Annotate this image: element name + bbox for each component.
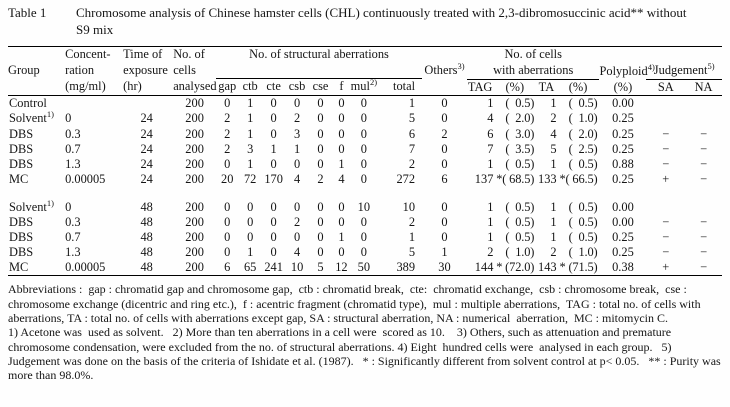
cell-na: [685, 96, 722, 112]
cell-cells-analysed: 200: [173, 260, 216, 276]
table-title-line1: Chromosome analysis of Chinese hamster cells (CHL) continuously treated with 2,3-dibromosuccinic acid** without: [76, 5, 687, 20]
cell-mul: 50: [351, 260, 378, 276]
cell-gap: 0: [224, 156, 231, 171]
cell-f: 0: [338, 199, 345, 214]
col-header-mul: mul$^{2)}$: [351, 79, 378, 96]
cell-concentration: 1.3: [65, 156, 81, 171]
cell-group: DBS: [9, 156, 34, 171]
cell-f: 4: [338, 171, 345, 186]
cell-others: 2: [441, 126, 448, 141]
cell-cse: 0: [317, 215, 324, 230]
cell-mul: 0: [360, 230, 367, 245]
cell-cte: 0: [270, 111, 277, 126]
cell-cse: 0: [317, 199, 324, 214]
chromosome-analysis-table: [8, 46, 722, 276]
cell-ta-pct: ( 2.5): [568, 141, 598, 156]
cell-mul: 0: [360, 111, 367, 126]
cell-group: DBS: [9, 126, 34, 141]
cell-total: 1: [408, 230, 416, 245]
cell-cse: 0: [317, 126, 324, 141]
cell-ta-pct: ( 0.5): [568, 156, 598, 171]
cell-ctb: 3: [247, 141, 254, 156]
table-row: [8, 230, 722, 245]
cell-concentration: 0.00005: [65, 260, 120, 276]
cell-ctb: 72: [243, 171, 257, 186]
col-header-tag: TAG: [467, 79, 494, 96]
cell-tag-pct: ( 3.0): [505, 126, 535, 141]
col-header-time-of-exposure: Time of exposure (hr): [120, 47, 173, 96]
cell-na: −: [700, 141, 708, 156]
col-header-cells-with-aberrations: No. of cells with aberrations: [467, 47, 600, 80]
cell-time: 24: [140, 111, 153, 126]
cell-total: 6: [408, 126, 416, 141]
cell-concentration: 0.3: [65, 215, 81, 230]
cell-gap: 0: [224, 230, 231, 245]
cell-others: 0: [441, 215, 448, 230]
col-header-polyploid: Polyploid$^{4)}$ (%): [599, 47, 646, 96]
cell-f: 1: [338, 156, 345, 171]
cell-cte: 0: [270, 215, 277, 230]
cell-tag-pct: ( 2.0): [505, 111, 535, 126]
cell-time: [120, 96, 173, 112]
cell-others: 30: [422, 260, 467, 276]
cell-csb: 3: [293, 126, 301, 141]
cell-group: DBS: [9, 245, 34, 260]
cell-cse: 5: [309, 260, 332, 276]
cell-others: 0: [441, 96, 448, 111]
cell-na: [685, 111, 722, 126]
cell-csb: 2: [293, 111, 301, 126]
cell-cte: 1: [270, 141, 277, 156]
cell-tag-pct: ( 0.5): [505, 215, 535, 230]
cell-mul: 0: [360, 171, 367, 186]
cell-cse: 0: [317, 141, 324, 156]
cell-na: −: [700, 156, 708, 171]
cell-sa: −: [662, 215, 670, 230]
cell-tag-pct: * (72.0): [493, 260, 536, 276]
cell-tag-pct: ( 3.5): [505, 141, 535, 156]
cell-cse: 0: [317, 230, 324, 245]
cell-gap: 2: [224, 111, 231, 126]
cell-concentration: 0.00005: [65, 171, 106, 186]
cell-csb: 0: [293, 230, 301, 245]
table-row: [8, 200, 722, 215]
cell-others: 0: [441, 199, 448, 214]
footnote-abbreviations: Abbreviations : gap : chromatid gap and chromosome gap, ctb : chromatid break, cte: chromatid exchange, csb : chromosome break, cse : chromosome exchange (dicentric and ring etc.), f : acentric fragment (chromatid type), mul : multiple aberrations, TAG : total no. of cells with aberrations, TA : total no. of cells with aberrations except gap, SA : structural aberration, NA : numerical aberration, MC : mitomycin C.: [8, 282, 704, 326]
cell-tag: 1: [487, 156, 494, 171]
cell-mul: 0: [360, 215, 367, 230]
cell-concentration: 0.3: [65, 126, 81, 141]
cell-csb: 0: [293, 96, 301, 111]
cell-ta: 133: [538, 171, 557, 186]
cell-time: 24: [140, 171, 153, 186]
cell-cte: 0: [270, 96, 277, 111]
cell-tag: 1: [487, 96, 494, 111]
cell-polyploid: 0.25: [612, 141, 634, 156]
table-row: [8, 215, 722, 230]
cell-tag: 4: [487, 111, 494, 126]
cell-sa: [646, 96, 685, 112]
cell-group: Solvent$^{1)}$: [9, 197, 54, 214]
cell-cte: 0: [270, 230, 277, 245]
cell-others: 0: [441, 156, 448, 171]
cell-tag-pct: ( 0.5): [505, 230, 535, 245]
cell-f: 0: [338, 141, 345, 156]
cell-time: 24: [140, 156, 153, 171]
col-header-gap: gap: [216, 79, 238, 96]
cell-tag-pct: ( 0.5): [505, 156, 535, 171]
cell-polyploid: 0.00: [612, 215, 634, 230]
cell-cse: 0: [317, 245, 324, 260]
cell-tag: 2: [487, 245, 494, 260]
cell-others: 0: [441, 141, 448, 156]
cell-csb: 4: [293, 245, 301, 260]
cell-gap: 0: [224, 245, 231, 260]
col-header-ta-percent: (%): [557, 79, 600, 96]
cell-others: 6: [441, 171, 448, 186]
cell-time: 48: [140, 245, 153, 260]
cell-tag-pct: ( 0.5): [505, 199, 535, 214]
cell-ta-pct: ( 1.0): [568, 111, 598, 126]
cell-ta: 2: [550, 245, 557, 260]
cell-ta-pct: * (71.5): [557, 260, 600, 276]
cell-cte: 0: [270, 199, 277, 214]
cell-tag: 1: [487, 199, 494, 214]
cell-total: 5: [408, 111, 416, 126]
cell-polyploid: 0.25: [612, 171, 634, 186]
cell-tag-pct: *( 68.5): [496, 171, 535, 186]
cell-csb: 0: [293, 156, 301, 171]
cell-na: −: [700, 126, 708, 141]
cell-mul: 0: [360, 245, 367, 260]
cell-na: −: [700, 230, 708, 245]
cell-csb: 1: [293, 141, 301, 156]
col-header-total: total: [377, 79, 422, 96]
cell-total: 5: [408, 245, 416, 260]
table-body: [8, 96, 722, 276]
cell-concentration: [65, 96, 120, 112]
cell-total: 389: [377, 260, 422, 276]
cell-others: 1: [441, 245, 448, 260]
cell-cte: 0: [270, 245, 277, 260]
cell-group: MC: [8, 260, 65, 276]
cell-polyploid: 0.25: [612, 245, 634, 260]
table-row: [8, 111, 722, 126]
cell-csb: 2: [293, 215, 301, 230]
col-header-csb: csb: [285, 79, 308, 96]
table-row: [8, 96, 722, 112]
cell-tag: 1: [487, 230, 494, 245]
cell-polyploid: 0.25: [612, 126, 634, 141]
cell-total: 272: [396, 171, 416, 186]
table-title-line2: S9 mix: [76, 21, 114, 37]
cell-gap: 2: [224, 126, 231, 141]
table-row: [8, 260, 722, 276]
cell-ctb: 0: [247, 215, 254, 230]
cell-ctb: 1: [247, 126, 254, 141]
cell-group: DBS: [9, 141, 34, 156]
col-header-f: f: [332, 79, 350, 96]
cell-sa: −: [662, 126, 670, 141]
cell-ta: 1: [550, 156, 557, 171]
table-title: [76, 5, 687, 38]
table-row: [8, 245, 722, 260]
cell-tag-pct: ( 0.5): [505, 96, 535, 111]
cell-tag: 7: [487, 141, 494, 156]
cell-cse: 0: [317, 156, 324, 171]
cell-polyploid: 0.25: [612, 111, 634, 126]
cell-mul: 0: [360, 156, 367, 171]
cell-f: 12: [332, 260, 350, 276]
cell-cse: 0: [317, 96, 324, 111]
cell-cte: 170: [264, 171, 283, 186]
col-header-cells-analysed: No. of cells analysed: [173, 47, 216, 96]
col-header-ctb: ctb: [238, 79, 261, 96]
table-header: [8, 47, 722, 96]
cell-ta-pct: ( 1.0): [568, 245, 598, 260]
cell-tag: 1: [487, 215, 494, 230]
cell-cte: 241: [262, 260, 285, 276]
cell-ta: 1: [550, 96, 557, 111]
cell-cells-analysed: 200: [185, 126, 204, 141]
cell-others: 0: [441, 230, 448, 245]
cell-csb: 0: [293, 199, 301, 214]
cell-sa: [646, 200, 685, 215]
cell-f: 0: [338, 126, 345, 141]
table-row: [8, 127, 722, 142]
col-header-na: NA: [685, 79, 722, 96]
cell-ctb: 0: [247, 199, 254, 214]
cell-time: 48: [140, 215, 153, 230]
cell-cse: 0: [317, 111, 324, 126]
cell-ta-pct: ( 0.5): [568, 199, 598, 214]
cell-cte: 0: [270, 126, 277, 141]
cell-polyploid: 0.88: [612, 156, 634, 171]
cell-group: DBS: [9, 230, 34, 245]
cell-total: 7: [408, 141, 416, 156]
cell-na: [685, 200, 722, 215]
cell-cse: 2: [317, 171, 324, 186]
cell-time: 48: [120, 260, 173, 276]
cell-concentration: 0.7: [65, 230, 81, 245]
table-row: [8, 172, 722, 187]
cell-concentration: 1.3: [65, 245, 81, 260]
cell-group: DBS: [9, 215, 34, 230]
cell-ta-pct: ( 0.5): [568, 230, 598, 245]
cell-gap: 6: [216, 260, 238, 276]
cell-csb: 10: [285, 260, 308, 276]
cell-ctb: 1: [247, 96, 254, 111]
cell-cells-analysed: 200: [185, 245, 204, 260]
cell-cells-analysed: 200: [185, 199, 204, 214]
cell-mul: 0: [360, 96, 367, 111]
cell-csb: 4: [293, 171, 301, 186]
cell-total: 2: [408, 156, 416, 171]
cell-sa: [646, 111, 685, 126]
col-header-structural-aberrations: No. of structural aberrations: [216, 47, 422, 79]
cell-f: 0: [338, 96, 345, 111]
cell-ta: 1: [550, 230, 557, 245]
cell-tag-pct: ( 1.0): [505, 245, 535, 260]
cell-group: Control: [9, 96, 47, 111]
col-header-cse: cse: [309, 79, 332, 96]
col-header-ta: TA: [536, 79, 556, 96]
cell-concentration: 0: [65, 199, 72, 214]
cell-f: 0: [338, 111, 345, 126]
col-header-sa: SA: [646, 79, 685, 96]
cell-others: 0: [441, 111, 448, 126]
cell-ctb: 65: [238, 260, 261, 276]
cell-gap: 0: [224, 96, 231, 111]
cell-polyploid: 0.25: [612, 230, 634, 245]
col-header-judgement: Judgement$^{5)}$: [646, 47, 722, 80]
header-row-1: [8, 47, 722, 79]
col-header-concentration: Concent- ration (mg/ml): [65, 47, 120, 96]
cell-gap: 20: [221, 171, 234, 186]
cell-tag: 144: [467, 260, 494, 276]
cell-cells-analysed: 200: [185, 156, 204, 171]
cell-f: 1: [338, 230, 345, 245]
cell-tag: 137: [474, 171, 494, 186]
cell-ta-pct: ( 2.0): [568, 126, 598, 141]
cell-ta: 1: [550, 215, 557, 230]
cell-ctb: 1: [247, 111, 254, 126]
cell-cells-analysed: 200: [185, 111, 204, 126]
cell-concentration: 0: [65, 111, 72, 126]
cell-tag: 6: [487, 126, 494, 141]
cell-sa: −: [662, 245, 670, 260]
cell-cells-analysed: 200: [185, 215, 204, 230]
cell-mul: 0: [360, 141, 367, 156]
cell-polyploid: 0.00: [612, 96, 634, 111]
cell-ctb: 0: [247, 230, 254, 245]
col-header-group: Group: [8, 47, 65, 96]
cell-f: 0: [338, 215, 345, 230]
cell-ta: 5: [550, 141, 557, 156]
cell-ctb: 1: [247, 156, 254, 171]
footnotes: [8, 282, 722, 382]
cell-ta-pct: *( 66.5): [559, 171, 598, 186]
cell-group: Solvent$^{1)}$: [9, 109, 54, 126]
cell-time: 48: [140, 199, 153, 214]
cell-na: −: [685, 260, 722, 276]
cell-ta: 2: [550, 111, 557, 126]
table-caption: [8, 5, 722, 38]
cell-gap: 0: [224, 215, 231, 230]
col-header-tag-percent: (%): [493, 79, 536, 96]
cell-total: 1: [408, 96, 416, 111]
table-row: [8, 157, 722, 172]
cell-na: −: [700, 215, 708, 230]
cell-cells-analysed: 200: [185, 96, 204, 111]
cell-ta-pct: ( 0.5): [568, 215, 598, 230]
cell-time: 48: [140, 230, 153, 245]
cell-f: 0: [338, 245, 345, 260]
cell-cells-analysed: 200: [185, 141, 204, 156]
cell-group: MC: [9, 171, 29, 186]
cell-concentration: 0.7: [65, 141, 81, 156]
cell-cells-analysed: 200: [185, 171, 204, 186]
cell-total: 2: [408, 215, 416, 230]
cell-sa: −: [662, 156, 670, 171]
cell-na: −: [700, 171, 708, 186]
cell-sa: +: [662, 171, 670, 186]
cell-sa: −: [662, 141, 670, 156]
cell-polyploid: 0.00: [612, 199, 634, 214]
cell-time: 24: [140, 126, 153, 141]
cell-ta: 143: [538, 260, 557, 275]
cell-na: −: [700, 245, 708, 260]
cell-ta: 1: [550, 199, 557, 214]
cell-cte: 0: [270, 156, 277, 171]
cell-sa: +: [646, 260, 685, 276]
cell-total: 10: [402, 199, 416, 214]
cell-mul: 0: [360, 126, 367, 141]
col-header-others: Others$^{3)}$: [422, 47, 467, 96]
cell-sa: −: [662, 230, 670, 245]
table-row: [8, 142, 722, 157]
cell-cells-analysed: 200: [185, 230, 204, 245]
block-spacer-row: [8, 187, 722, 200]
cell-mul: 10: [357, 199, 371, 214]
cell-ta: 4: [550, 126, 557, 141]
cell-ctb: 1: [247, 245, 254, 260]
cell-polyploid: 0.38: [599, 260, 646, 276]
col-header-cte: cte: [262, 79, 285, 96]
cell-gap: 0: [224, 199, 231, 214]
table-label: Table 1: [8, 5, 47, 20]
cell-gap: 2: [224, 141, 231, 156]
cell-ta-pct: ( 0.5): [568, 96, 598, 111]
cell-time: 24: [140, 141, 153, 156]
footnote-numbered-notes: 1) Acetone was used as solvent. 2) More than ten aberrations in a cell were scored as 10. 3) Others, such as attenuation and premature chromosome condensation, were excluded from the no. of structural aberrations. 4) Eight hundred cells were analysed in each group. 5) Judgement was done on the basis of the criteria of Ishidate et al. (1987). * : Significantly different from solvent control at p< 0.05. ** : Purity was more than 98.0%.: [8, 325, 724, 383]
